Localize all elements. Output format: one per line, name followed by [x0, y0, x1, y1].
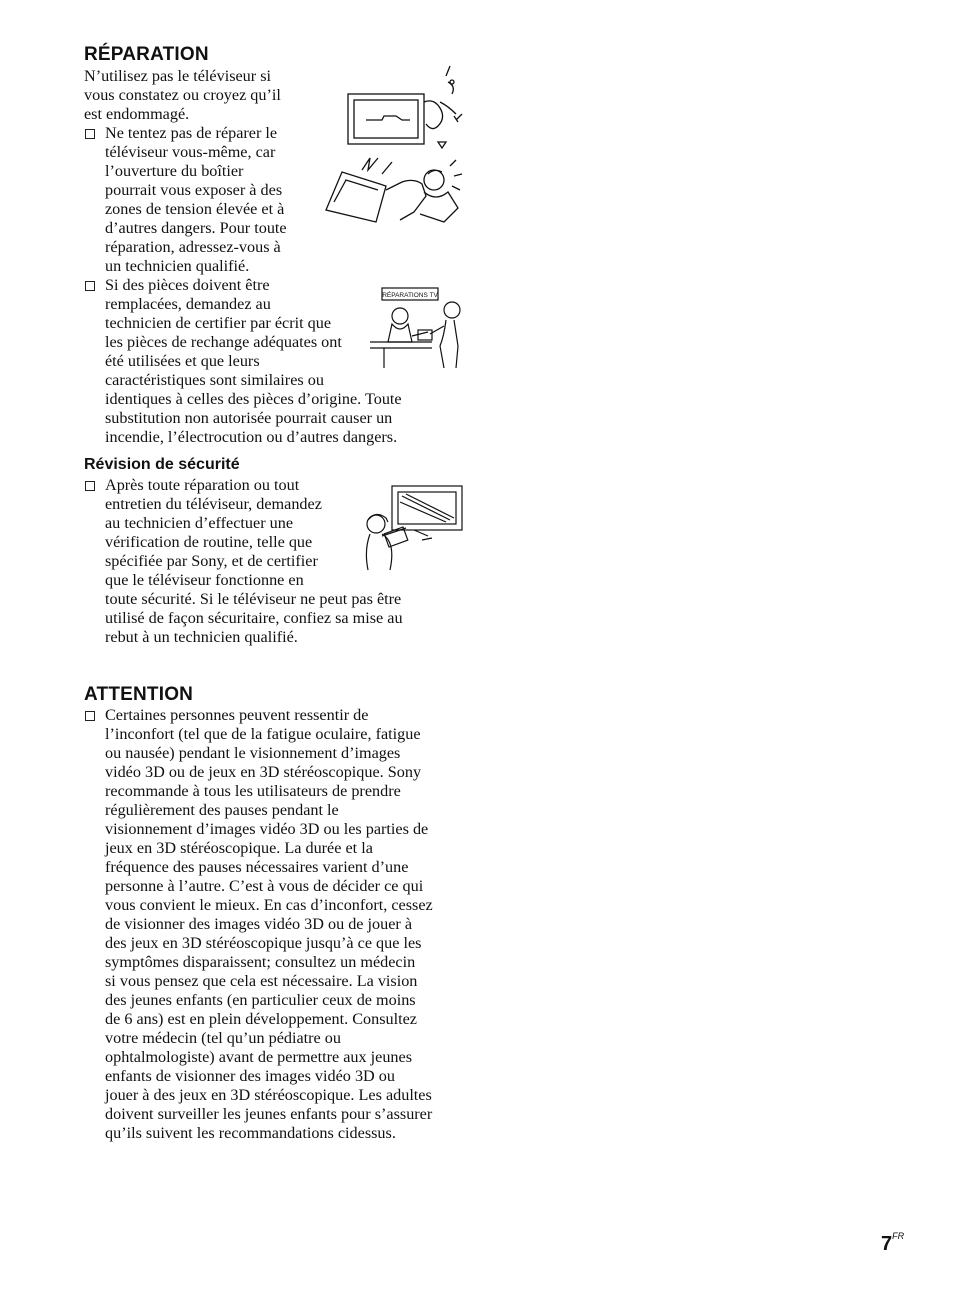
text-line: zones de tension élevée et à [105, 200, 285, 218]
text-line: réparation, adressez-vous à [105, 238, 281, 256]
text-line: personne à l’autre. C’est à vous de décider ce qui [105, 877, 424, 895]
text-line: l’inconfort (tel que de la fatigue oculaire, fatigue [105, 725, 421, 743]
section-heading-reparation: RÉPARATION [84, 44, 209, 65]
text-line: Après toute réparation ou tout [105, 476, 300, 494]
reparation-item-1 [105, 124, 287, 276]
section-heading-revision: Révision de sécurité [84, 456, 240, 473]
text-line: fréquence des pauses nécessaires varient d’une [105, 858, 409, 876]
broken-tv-illustration [322, 62, 464, 230]
text-line: doivent surveiller les jeunes enfants pour s’assurer [105, 1105, 433, 1123]
text-line: recommande à tous les utilisateurs de prendre [105, 782, 401, 800]
text-line: d’autres dangers. Pour toute [105, 219, 287, 237]
text-line: enfants de visionner des images vidéo 3D ou [105, 1067, 395, 1085]
reparation-item-2 [105, 276, 402, 447]
page-number [881, 1233, 904, 1256]
text-line: ou nausée) pendant le visionnement d’images [105, 744, 401, 762]
repair-sign-label: RÉPARATIONS TV [382, 292, 438, 299]
text-line: ophtalmologiste) avant de permettre aux jeunes [105, 1048, 413, 1066]
text-line: de visionner des images vidéo 3D ou de jouer à [105, 915, 413, 933]
text-line: été utilisées et que leurs [105, 352, 260, 370]
text-line: jeux en 3D stéréoscopique. La durée et la [105, 839, 373, 857]
text-line: Certaines personnes peuvent ressentir de [105, 706, 369, 724]
text-line: caractéristiques sont similaires ou [105, 371, 324, 389]
repair-shop-illustration [370, 286, 464, 372]
text-line: est endommagé. [84, 105, 190, 123]
text-line: vous convient le mieux. En cas d’inconfort, cessez [105, 896, 433, 914]
text-line: régulièrement des pauses pendant le [105, 801, 339, 819]
text-line: vérification de routine, telle que [105, 533, 313, 551]
text-line: que le téléviseur fonctionne en [105, 571, 304, 589]
text-line: des jeunes enfants (en particulier ceux de moins [105, 991, 416, 1009]
text-line: des jeux en 3D stéréoscopique jusqu’à ce que les [105, 934, 422, 952]
technician-tv-illustration [360, 484, 464, 572]
text-line: technicien de certifier par écrit que [105, 314, 332, 332]
revision-item-1 [105, 476, 403, 647]
text-line: vous constatez ou croyez qu’il [84, 86, 281, 104]
text-line: téléviseur vous-même, car [105, 143, 276, 161]
checkbox-bullet [85, 711, 95, 721]
text-line: rebut à un technicien qualifié. [105, 628, 298, 646]
checkbox-bullet [85, 129, 95, 139]
text-line: si vous pensez que cela est nécessaire. La vision [105, 972, 418, 990]
text-line: de 6 ans) est en plein développement. Consultez [105, 1010, 417, 1028]
reparation-intro [84, 67, 281, 124]
checkbox-bullet [85, 481, 95, 491]
text-line: spécifiée par Sony, et de certifier [105, 552, 318, 570]
text-line: au technicien d’effectuer une [105, 514, 293, 532]
text-line: un technicien qualifié. [105, 257, 250, 275]
text-line: toute sécurité. Si le téléviseur ne peut pas être [105, 590, 402, 608]
checkbox-bullet [85, 281, 95, 291]
text-line: utilisé de façon sécuritaire, confiez sa mise au [105, 609, 403, 627]
section-heading-attention: ATTENTION [84, 684, 194, 705]
text-line: votre médecin (tel qu’un pédiatre ou [105, 1029, 341, 1047]
page-language-code: FR [892, 1231, 905, 1241]
text-line: qu’ils suivent les recommandations cidessus. [105, 1124, 396, 1142]
text-line: remplacées, demandez au [105, 295, 271, 313]
text-line: les pièces de rechange adéquates ont [105, 333, 342, 351]
text-line: jouer à des jeux en 3D stéréoscopique. Les adultes [105, 1086, 432, 1104]
text-line: entretien du téléviseur, demandez [105, 495, 322, 513]
text-line: pourrait vous exposer à des [105, 181, 283, 199]
text-line: l’ouverture du boîtier [105, 162, 244, 180]
text-line: visionnement d’images vidéo 3D ou les parties de [105, 820, 429, 838]
attention-item-1 [105, 706, 433, 1143]
text-line: Si des pièces doivent être [105, 276, 270, 294]
text-line: Ne tentez pas de réparer le [105, 124, 278, 142]
text-line: vidéo 3D ou de jeux en 3D stéréoscopique. Sony [105, 763, 422, 781]
text-line: N’utilisez pas le téléviseur si [84, 67, 272, 85]
text-line: symptômes disparaissent; consultez un médecin [105, 953, 416, 971]
page-number-value: 7 [881, 1233, 893, 1255]
text-line: incendie, l’électrocution ou d’autres dangers. [105, 428, 398, 446]
text-line: identiques à celles des pièces d’origine. Toute [105, 390, 402, 408]
text-line: substitution non autorisée pourrait causer un [105, 409, 393, 427]
